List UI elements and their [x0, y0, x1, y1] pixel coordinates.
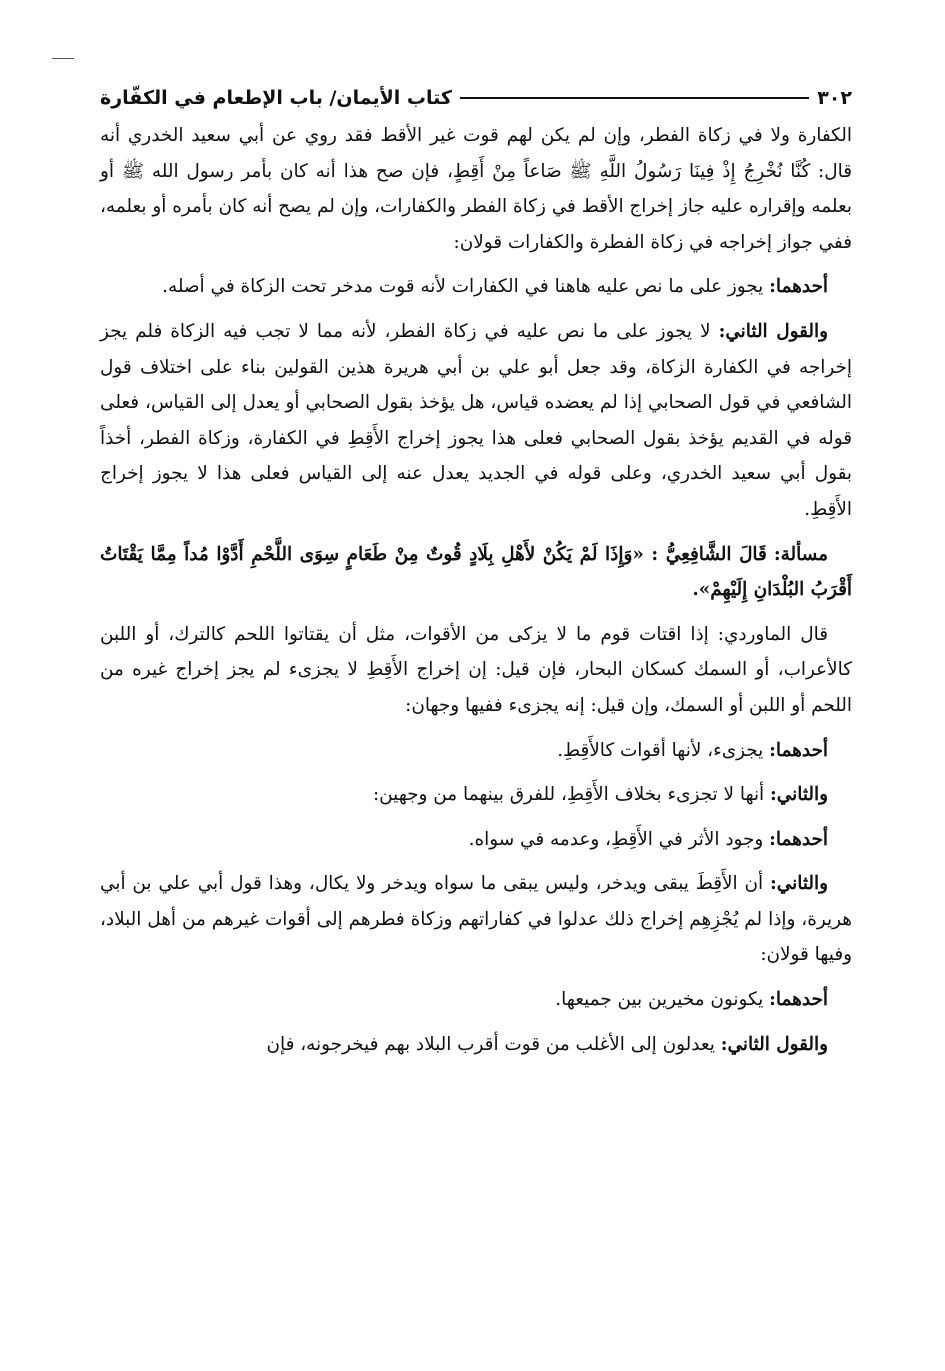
- paragraph-text: : «وَإِذَا لَمْ يَكُنْ لأَهْلِ بِلَادٍ قُوتٌ مِنْ طَعَامٍ سِوَى اللَّحْمِ أَدَّوْا مُداً مِمَّا يَقْتَاتُ أَقْرَبُ البُلْدَانِ إِلَيْهِمْ».: [100, 543, 852, 601]
- page-header: [100, 78, 852, 118]
- paragraph-text: يعدلون إلى الأغلب من قوت أقرب البلاد بهم فيخرجونه، فإن: [266, 1033, 721, 1055]
- paragraph-label: والثاني:: [770, 873, 828, 895]
- paragraph-label: أحدهما:: [769, 828, 828, 850]
- paragraph-label: والقول الثاني:: [720, 1033, 828, 1055]
- paragraph-text: يجوز على ما نص عليه هاهنا في الكفارات لأنه قوت مدخر تحت الزكاة في أصله.: [162, 276, 770, 298]
- paragraph-text: قال الماوردي: إذا اقتات قوم ما لا يزكى من الأقوات، مثل أن يقتاتوا اللحم كالترك، أو اللبن كالأعراب، أو السمك كسكان البحار، فإن قيل: إن إخراج الأَقِطِ لا يجزىء لم يجز إخراج غيره من اللحم أو اللبن أو السمك، وإن قيل: إنه يجزىء ففيها وجهان:: [100, 623, 852, 716]
- paragraph-text: الكفارة ولا في زكاة الفطر، وإن لم يكن لهم قوت غير الأقط فقد روي عن أبي سعيد الخدري أنه قال: كُنَّا نُخْرِجُ إِذْ فِينَا رَسُولُ اللَّهِ ﷺ صَاعاً مِنْ أَقِطٍ، فإن صح هذا أنه كان بأمر رسول الله ﷺ أو بعلمه وإقراره عليه جاز إخراج الأقط في زكاة الفطر والكفارات، وإن لم يصح أنه كان بأمره أو بعلمه، ففي جواز إخراجه في زكاة الفطرة والكفارات قولان:: [100, 125, 852, 253]
- paragraph-9: [100, 866, 852, 973]
- running-title: كتاب الأيمان/ باب الإطعام في الكفّارة: [100, 87, 452, 109]
- paragraph-label: أحدهما:: [769, 276, 828, 298]
- paragraph-2: [100, 269, 852, 305]
- header-rule: [460, 97, 809, 99]
- paragraph-5: [100, 617, 852, 724]
- paragraph-7: [100, 777, 852, 813]
- paragraph-label: مسألة:: [773, 543, 828, 565]
- paragraph-text: أنها لا تجزىء بخلاف الأَقِطِ، للفرق بينهما من وجهين:: [372, 784, 771, 806]
- paragraph-10: [100, 982, 852, 1018]
- paragraph-8: [100, 822, 852, 858]
- paragraph-3: [100, 314, 852, 528]
- page-body: [100, 118, 852, 1062]
- paragraph-6: [100, 733, 852, 769]
- margin-mark: [52, 58, 74, 59]
- paragraph-label: والقول الثاني:: [718, 320, 828, 342]
- paragraph-4: [100, 537, 852, 608]
- paragraph-text: أن الأَقِطَ يبقى ويدخر، وليس يبقى ما سواه ويدخر ولا يكال، وهذا قول أبي علي بن أبي هريرة، وإذا لم يُجْزِهِم إخراج ذلك عدلوا في كفاراتهم وزكاة فطرهم إلى أقوات غيرهم من أهل البلاد، وفيها قولان:: [100, 873, 852, 966]
- paragraph-label: أحدهما:: [769, 739, 828, 761]
- paragraph-label: أحدهما:: [769, 989, 828, 1011]
- quote-label: قَالَ الشَّافِعِيُّ: [665, 543, 767, 565]
- paragraph-text: وجود الأثر في الأَقِطِ، وعدمه في سواه.: [468, 828, 770, 850]
- paragraph-11: [100, 1027, 852, 1063]
- book-page: [100, 78, 852, 1071]
- paragraph-label: والثاني:: [770, 784, 828, 806]
- paragraph-text: يكونون مخيرين بين جميعها.: [555, 989, 770, 1011]
- paragraph-text: لا يجوز على ما نص عليه في زكاة الفطر، لأنه مما لا تجب فيه الزكاة فلم يجز إخراجه في الكفارة الزكاة، وقد جعل أبو علي بن أبي هريرة هذين القولين بناء على اختلاف قول الشافعي في قول الصحابي إذا لم يعضده قياس، هل يؤخذ بقول الصحابي أو يعدل إلى القياس، فعلى قوله في القديم يؤخذ بقول الصحابي فعلى هذا يجوز إخراج الأَقِطِ في الكفارة، وزكاة الفطر، أخذاً بقول أبي سعيد الخدري، وعلى قوله في الجديد يعدل عنه إلى القياس فعلى هذا لا يجوز إخراج الأَقِطِ.: [100, 320, 852, 520]
- page-number: ٣٠٢: [817, 87, 852, 109]
- paragraph-text: يجزىء، لأنها أقوات كالأَقِطِ.: [557, 739, 770, 761]
- paragraph-1: [100, 118, 852, 260]
